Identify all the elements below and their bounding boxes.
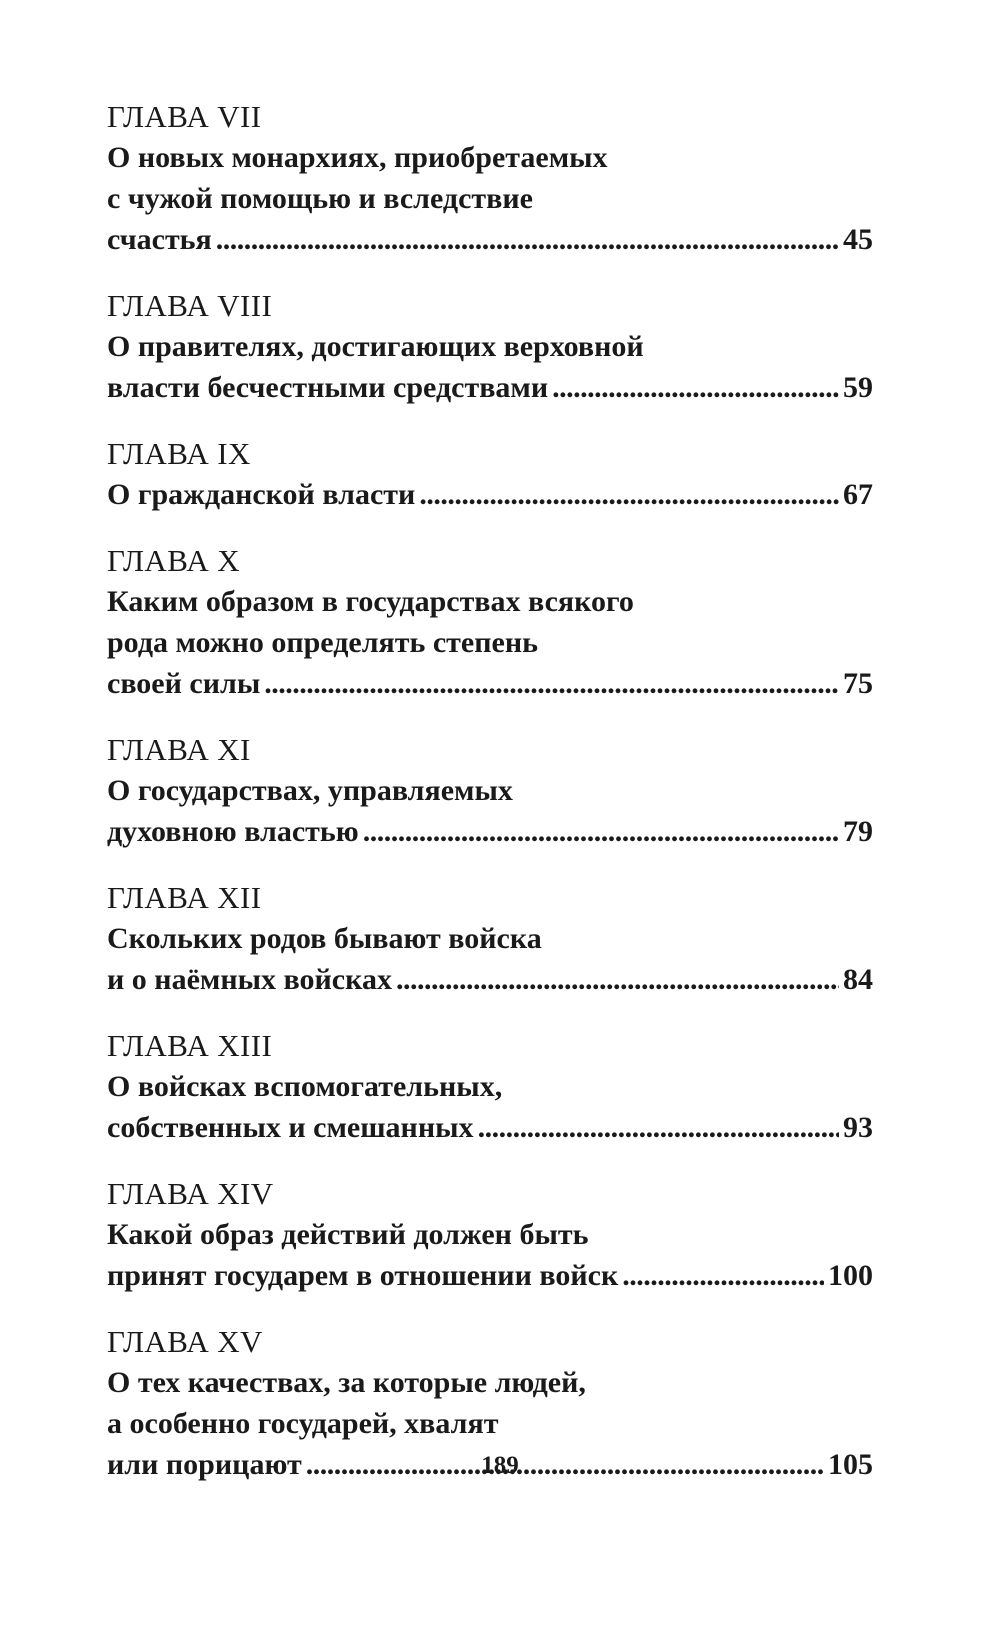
chapter-title-last-line xyxy=(107,663,873,704)
chapter-title-line: О государствах, управляемых xyxy=(107,774,513,807)
chapter-title-line: принят государем в отношении войск xyxy=(107,1259,619,1292)
chapter-title-last-line xyxy=(107,959,873,1000)
chapter-title-last-line xyxy=(107,474,873,515)
dot-leader xyxy=(216,219,839,260)
dot-leader xyxy=(396,959,839,1000)
page-reference[interactable]: 59 xyxy=(843,371,873,404)
chapter-title-line: рода можно определять степень xyxy=(107,626,538,659)
dot-leader xyxy=(363,811,839,852)
chapter-title-line: Скольких родов бывают войска xyxy=(107,922,542,955)
chapter-title-last-line xyxy=(107,1107,873,1148)
toc-entry[interactable] xyxy=(107,540,873,704)
chapter-title-line: О новых монархиях, приобретаемых xyxy=(107,141,608,174)
page-reference[interactable]: 100 xyxy=(828,1259,873,1292)
dot-leader xyxy=(478,1107,839,1148)
dot-leader xyxy=(552,367,839,408)
chapter-title-line: О гражданской власти xyxy=(107,478,416,511)
page-reference[interactable]: 79 xyxy=(843,815,873,848)
toc-entry[interactable] xyxy=(107,1025,873,1148)
toc-entry[interactable] xyxy=(107,877,873,1000)
chapter-heading: ГЛАВА X xyxy=(107,543,241,578)
chapter-title-line: или порицают xyxy=(107,1448,302,1481)
chapter-heading: ГЛАВА IX xyxy=(107,436,251,471)
chapter-title-line: духовною властью xyxy=(107,815,359,848)
chapter-title-line: счастья xyxy=(107,223,212,256)
page-reference[interactable]: 84 xyxy=(843,963,873,996)
toc-entry[interactable] xyxy=(107,96,873,260)
chapter-title-line: власти бесчестными средствами xyxy=(107,371,549,404)
chapter-heading: ГЛАВА XIV xyxy=(107,1176,274,1211)
page-number: 189 xyxy=(481,1452,519,1479)
chapter-title-last-line xyxy=(107,367,873,408)
toc-entry[interactable] xyxy=(107,729,873,852)
chapter-heading: ГЛАВА XI xyxy=(107,732,251,767)
page-reference[interactable]: 75 xyxy=(843,667,873,700)
table-of-contents xyxy=(107,96,873,1510)
page-reference[interactable]: 105 xyxy=(828,1448,873,1481)
page-reference[interactable]: 67 xyxy=(843,478,873,511)
chapter-title-line: собственных и смешанных xyxy=(107,1111,474,1144)
chapter-title-last-line xyxy=(107,811,873,852)
chapter-title-line: О войсках вспомогательных, xyxy=(107,1070,503,1103)
chapter-title-line: с чужой помощью и вследствие xyxy=(107,182,533,215)
chapter-title-line: О тех качествах, за которые людей, xyxy=(107,1366,586,1399)
page-reference[interactable]: 45 xyxy=(843,223,873,256)
chapter-title-last-line xyxy=(107,219,873,260)
chapter-title-line: Каким образом в государствах всякого xyxy=(107,585,634,618)
chapter-heading: ГЛАВА XIII xyxy=(107,1028,273,1063)
chapter-title-last-line xyxy=(107,1255,873,1296)
dot-leader xyxy=(622,1255,824,1296)
toc-entry[interactable] xyxy=(107,433,873,515)
toc-entry[interactable] xyxy=(107,285,873,408)
dot-leader xyxy=(419,474,839,515)
dot-leader xyxy=(264,663,839,704)
chapter-heading: ГЛАВА XII xyxy=(107,880,262,915)
chapter-title-line: и о наёмных войсках xyxy=(107,963,392,996)
page-reference[interactable]: 93 xyxy=(843,1111,873,1144)
chapter-heading: ГЛАВА VII xyxy=(107,99,262,134)
chapter-title-line: О правителях, достигающих верховной xyxy=(107,330,644,363)
toc-entry[interactable] xyxy=(107,1173,873,1296)
chapter-title-line: Какой образ действий должен быть xyxy=(107,1218,589,1251)
chapter-heading: ГЛАВА XV xyxy=(107,1324,263,1359)
chapter-heading: ГЛАВА VIII xyxy=(107,288,273,323)
chapter-title-line: а особенно государей, хвалят xyxy=(107,1407,499,1440)
chapter-title-line: своей силы xyxy=(107,667,261,700)
